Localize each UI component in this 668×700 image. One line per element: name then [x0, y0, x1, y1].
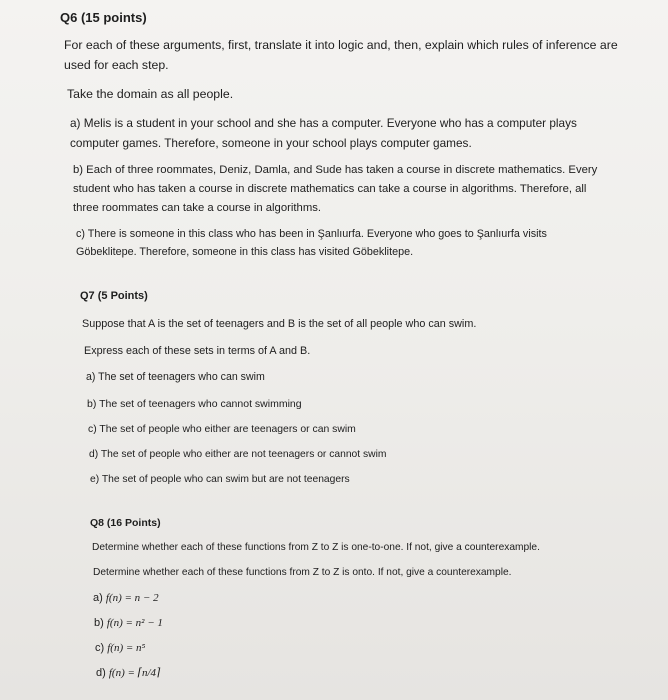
- q8-item-label: b): [94, 617, 104, 629]
- q8-item-c: [95, 642, 145, 654]
- q6-a-line1: a) Melis is a student in your school and she has a computer. Everyone who has a computer plays: [70, 116, 577, 130]
- q8-item-label: a): [93, 592, 103, 604]
- q6-c-line1: c) There is someone in this class who has been in Şanlıurfa. Everyone who goes to Şanlıurfa visits: [76, 228, 547, 240]
- q8-title: Q8 (16 Points): [90, 517, 161, 529]
- q7-item: a) The set of teenagers who can swim: [86, 371, 265, 383]
- q8-item-a: [93, 592, 159, 604]
- q8-line1: Determine whether each of these functions from Z to Z is one-to-one. If not, give a counterexample.: [92, 542, 540, 553]
- q7-item: c) The set of people who either are teenagers or can swim: [88, 424, 356, 435]
- q7-item: e) The set of people who can swim but are not teenagers: [90, 474, 350, 485]
- q8-item-label: d): [96, 667, 106, 679]
- q8-item-formula: f(n) = ⌈n/4⌉: [108, 667, 161, 679]
- q7-title: Q7 (5 Points): [80, 290, 148, 302]
- q8-item-label: c): [95, 642, 105, 654]
- q6-b-line3: three roommates can take a course in algorithms.: [73, 202, 322, 214]
- q7-item: b) The set of teenagers who cannot swimming: [87, 398, 302, 410]
- q6-c-line2: Göbeklitepe. Therefore, someone in this class has visited Göbeklitepe.: [76, 246, 414, 258]
- q7-suppose: Suppose that A is the set of teenagers and B is the set of all people who can swim.: [82, 318, 477, 330]
- q6-a-line2: computer games. Therefore, someone in your school plays computer games.: [70, 136, 472, 150]
- q6-domain: Take the domain as all people.: [67, 87, 234, 101]
- q8-item-formula: f(n) = n² − 1: [106, 617, 163, 629]
- q6-b-line1: b) Each of three roommates, Deniz, Damla, and Sude has taken a course in discrete mathematics. Every: [73, 164, 598, 176]
- q8-item-d: [96, 666, 160, 679]
- q7-express: Express each of these sets in terms of A and B.: [84, 345, 311, 357]
- q7-item: d) The set of people who either are not teenagers or cannot swim: [89, 449, 387, 460]
- q8-item-formula: f(n) = n⁵: [107, 642, 146, 654]
- q8-item-b: [94, 617, 163, 629]
- q6-b-line2: student who has taken a course in discrete mathematics can take a course in algorithms. Therefore, all: [73, 183, 587, 195]
- q8-item-formula: f(n) = n − 2: [105, 592, 159, 604]
- q6-intro-line1: For each of these arguments, first, translate it into logic and, then, explain which rules of inference are: [64, 38, 618, 52]
- q8-line2: Determine whether each of these functions from Z to Z is onto. If not, give a counterexample.: [93, 567, 512, 578]
- q6-title: Q6 (15 points): [60, 10, 147, 25]
- q6-intro-line2: used for each step.: [64, 58, 169, 72]
